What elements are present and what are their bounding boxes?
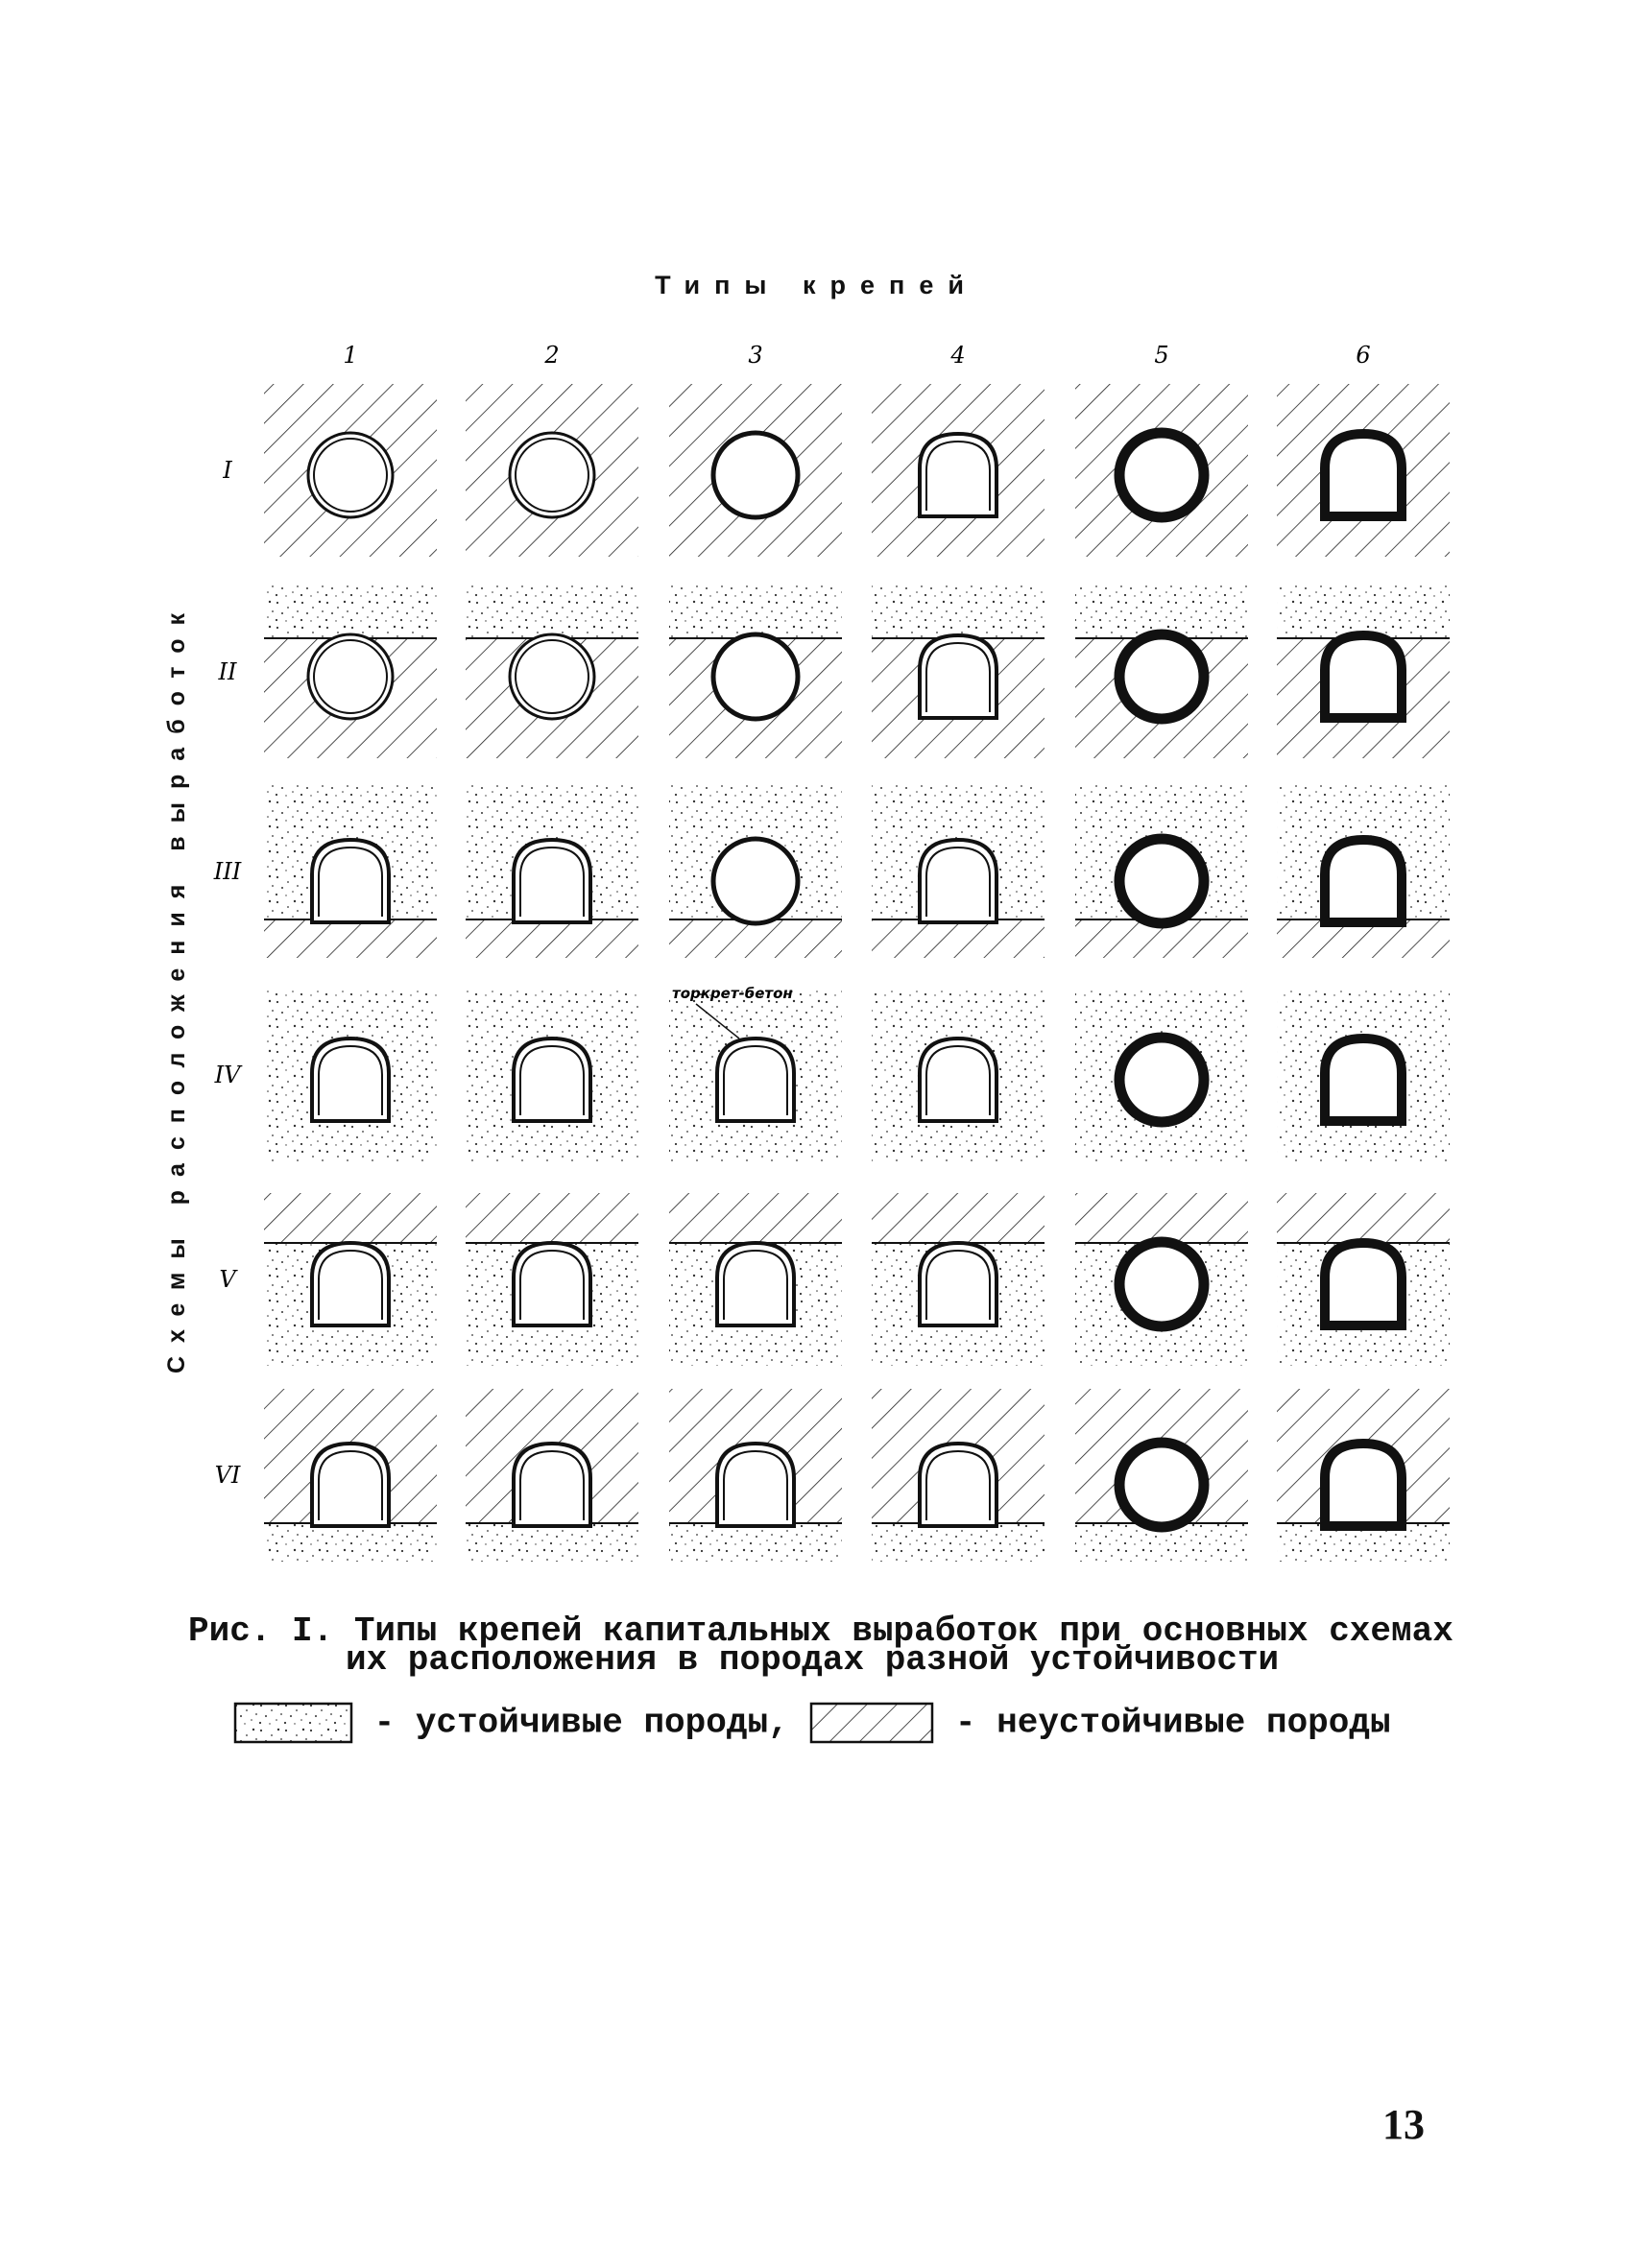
rock-stable (872, 585, 1045, 638)
legend (233, 1702, 1391, 1744)
lining-arch (1325, 1039, 1402, 1121)
cell-III-3 (669, 785, 842, 958)
figure-caption (188, 1611, 1453, 1680)
rock-unstable (1277, 1193, 1450, 1243)
rock-stable (669, 1523, 842, 1562)
lining-arch (1325, 840, 1402, 922)
cell-V-6 (1277, 1193, 1450, 1366)
rock-stable (466, 585, 638, 638)
cell-VI-3 (669, 1389, 842, 1562)
row-label-II: II (218, 658, 237, 685)
cell-IV-6 (1277, 989, 1450, 1161)
lining-ring (308, 433, 393, 517)
rock-unstable (466, 919, 638, 958)
cell-IV-2 (466, 989, 638, 1161)
lining-arch (514, 840, 590, 922)
cell-I-6 (1277, 384, 1450, 557)
row-label-I: I (223, 457, 232, 484)
rock-unstable (466, 1193, 638, 1243)
lining-ring (713, 634, 798, 719)
lining-ring (1119, 839, 1204, 923)
cell-I-2 (466, 384, 638, 557)
column-label-4: 4 (950, 342, 966, 369)
caption-line-2: их расположения в породах разной устойчивости (346, 1640, 1280, 1680)
rock-stable (669, 585, 842, 638)
cell-V-2 (466, 1193, 638, 1366)
lining-arch (920, 1039, 997, 1121)
cell-III-1 (264, 785, 437, 958)
lining-arch (1325, 635, 1402, 718)
rock-unstable (872, 1193, 1045, 1243)
header-title: Типы крепей (655, 271, 978, 299)
lining-arch (514, 1039, 590, 1121)
lining-arch (1325, 1243, 1402, 1325)
lining-arch (920, 840, 997, 922)
lining-arch (312, 840, 389, 922)
cell-III-4 (872, 785, 1045, 958)
lining-ring (713, 839, 798, 923)
row-label-IV: IV (214, 1062, 241, 1088)
column-label-6: 6 (1356, 342, 1371, 369)
lining-arch (920, 434, 997, 516)
cell-II-3 (669, 585, 842, 758)
legend-stable-label: - устойчивые породы, (373, 1703, 789, 1743)
annotation-shotcrete: торкрет-бетон (672, 985, 793, 1002)
row-label-III: III (213, 858, 242, 885)
lining-arch (514, 1444, 590, 1526)
lining-ring (510, 433, 594, 517)
lining-ring (1119, 1443, 1204, 1527)
cell-VI-4 (872, 1389, 1045, 1562)
caption-line-1: Рис. I. Типы крепей капитальных выработок при основных схемах (188, 1611, 1453, 1651)
lining-arch (312, 1444, 389, 1526)
cell-II-4 (872, 585, 1045, 758)
lining-arch (920, 1243, 997, 1325)
lining-arch (920, 635, 997, 718)
lining-ring (1119, 1038, 1204, 1122)
lining-arch (514, 1243, 590, 1325)
rock-stable (1277, 585, 1450, 638)
cell-III-2 (466, 785, 638, 958)
rock-stable (466, 1523, 638, 1562)
cell-IV-4 (872, 989, 1045, 1161)
rock-unstable (264, 1193, 437, 1243)
side-title: Схемы расположения выработок (163, 600, 190, 1374)
cell-V-5 (1075, 1193, 1248, 1366)
cell-V-4 (872, 1193, 1045, 1366)
lining-arch (312, 1039, 389, 1121)
cell-III-5 (1075, 785, 1248, 958)
lining-arch (717, 1243, 794, 1325)
cell-I-3 (669, 384, 842, 557)
cell-I-5 (1075, 384, 1248, 557)
rock-unstable (264, 919, 437, 958)
column-label-2: 2 (544, 342, 560, 369)
lining-arch (717, 1039, 794, 1121)
cell-II-5 (1075, 585, 1248, 758)
cell-VI-6 (1277, 1389, 1450, 1562)
legend-unstable-swatch (809, 1702, 934, 1744)
cell-II-1 (264, 585, 437, 758)
lining-arch (1325, 434, 1402, 516)
row-label-VI: VI (214, 1462, 241, 1489)
cell-I-1 (264, 384, 437, 557)
cell-VI-2 (466, 1389, 638, 1562)
column-label-3: 3 (748, 342, 763, 369)
cell-V-3 (669, 1193, 842, 1366)
legend-stable-swatch (233, 1702, 353, 1744)
rock-unstable (669, 1193, 842, 1243)
column-label-5: 5 (1154, 342, 1169, 369)
lining-arch (920, 1444, 997, 1526)
cell-III-6 (1277, 785, 1450, 958)
rock-unstable (872, 919, 1045, 958)
rock-stable (872, 1523, 1045, 1562)
cell-II-2 (466, 585, 638, 758)
lining-arch (1325, 1444, 1402, 1526)
page-number: 13 (1382, 2101, 1425, 2148)
lining-ring (1119, 1242, 1204, 1326)
cell-VI-1 (264, 1389, 437, 1562)
cell-II-6 (1277, 585, 1450, 758)
lining-arch (717, 1444, 794, 1526)
lining-ring (1119, 433, 1204, 517)
lining-ring (713, 433, 798, 517)
rock-unstable (1075, 1193, 1248, 1243)
cell-V-1 (264, 1193, 437, 1366)
lining-ring (510, 634, 594, 719)
rock-stable (264, 1523, 437, 1562)
row-label-V: V (219, 1266, 236, 1293)
cell-IV-5 (1075, 989, 1248, 1161)
cell-I-4 (872, 384, 1045, 557)
lining-ring (308, 634, 393, 719)
legend-unstable-label: - неустойчивые породы (954, 1703, 1391, 1743)
cell-IV-1 (264, 989, 437, 1161)
cell-IV-3 (669, 989, 842, 1161)
rock-stable (264, 585, 437, 638)
lining-ring (1119, 634, 1204, 719)
cell-VI-5 (1075, 1389, 1248, 1562)
lining-arch (312, 1243, 389, 1325)
column-label-1: 1 (343, 342, 358, 369)
